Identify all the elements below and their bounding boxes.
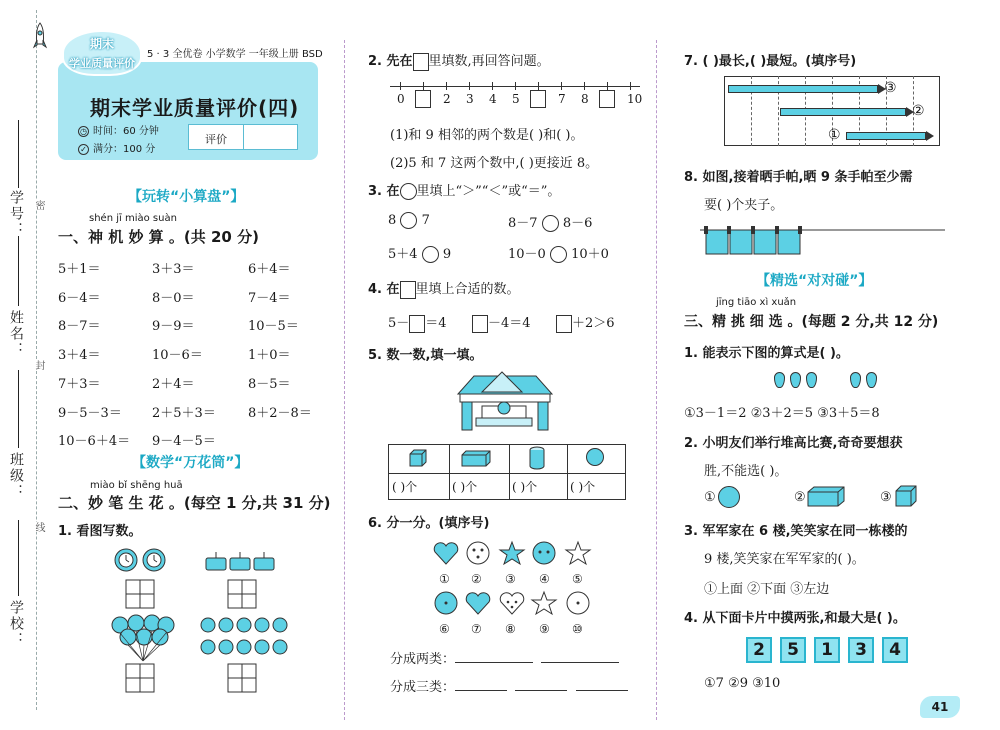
q3-item1 <box>388 212 430 229</box>
clothesline-handkerchiefs <box>700 222 950 262</box>
choice-4 <box>684 607 906 626</box>
number-card[interactable]: 3 <box>848 637 874 663</box>
sort-number-label: ⑧ <box>505 622 516 636</box>
q6-three-blank2[interactable] <box>515 679 567 691</box>
calc-item[interactable]: 10－6＝ <box>152 348 203 364</box>
eval-label: 评价 <box>205 133 227 146</box>
q2-text-a: 2. 先在 <box>368 54 413 69</box>
q4-i1-b: ＝4 <box>425 316 447 331</box>
q4-item1 <box>388 312 447 333</box>
time-info <box>78 122 159 137</box>
question-2 <box>368 50 550 71</box>
q6-three-label: 分成三类： <box>390 680 456 695</box>
sort-number-label: ④ <box>539 572 550 586</box>
sort-number-label: ③ <box>505 572 516 586</box>
q3-i3-right: 9 <box>442 247 452 262</box>
q6-two-label: 分成两类： <box>390 652 456 667</box>
section-heading-1: 【玩转“小算盘”】 <box>128 189 245 205</box>
number-line-label: 5 <box>512 92 520 106</box>
question-4 <box>368 278 520 299</box>
choice-4-text: 4. 从下面卡片中摸两张,和最大是( )。 <box>684 611 906 626</box>
number-line-tick <box>469 82 470 90</box>
choice-2-opt2[interactable]: ② <box>794 490 806 505</box>
pear-icon-3 <box>806 372 817 388</box>
calc-item[interactable]: 9－4－5＝ <box>152 434 216 450</box>
calc-item[interactable]: 3＋4＝ <box>58 348 101 364</box>
calc-item[interactable]: 7＋3＝ <box>58 376 101 392</box>
choice-3-options[interactable]: ①上面 ②下面 ③左边 <box>704 582 830 597</box>
sort-number-label: ⑤ <box>572 572 583 586</box>
q3-i2-left: 8－7 <box>508 216 538 231</box>
school-line[interactable] <box>18 520 19 596</box>
q4-text-a: 4. 在 <box>368 282 400 297</box>
check-icon: ✓ <box>78 144 89 155</box>
number-line-tick <box>515 82 516 90</box>
number-line-tick <box>584 82 585 90</box>
question-8 <box>684 166 912 185</box>
q6-text: 6. 分一分。(填序号) <box>368 516 490 531</box>
pencil-2 <box>780 108 906 116</box>
calc-item[interactable]: 5＋1＝ <box>58 262 101 277</box>
box-icon <box>806 486 846 508</box>
page-number: 41 <box>920 696 960 718</box>
number-line-label: 3 <box>466 92 474 106</box>
number-line-blank[interactable] <box>530 90 546 108</box>
pear-icon-1 <box>774 372 785 388</box>
calc-item[interactable]: 9－5－3＝ <box>58 405 122 421</box>
sort-number-label: ⑨ <box>539 622 550 636</box>
number-line-blank[interactable] <box>415 90 431 108</box>
q3-text-b: 里填上“＞”“＜”或“＝”。 <box>416 184 561 199</box>
name-line[interactable] <box>18 236 19 306</box>
question-5 <box>368 344 482 363</box>
q3-item4 <box>508 243 609 263</box>
q6-two-blank1[interactable] <box>455 651 533 663</box>
pear-icon-5 <box>866 372 877 388</box>
shape-count-blank[interactable]: ( )个 <box>392 480 418 494</box>
sphere-icon <box>586 448 604 466</box>
pencil-3-label: ③ <box>884 80 897 96</box>
exam-badge <box>62 30 142 76</box>
number-line-tick <box>630 82 631 90</box>
pencil-2-label: ② <box>912 103 925 119</box>
apples-icon <box>198 616 292 658</box>
seal-feng: 封 <box>33 360 44 370</box>
choice-1-options[interactable]: ①3－1＝2 ②3＋2＝5 ③3＋5＝8 <box>684 406 880 421</box>
badge-line1: 期末 <box>89 37 114 51</box>
q3-i1-circle[interactable] <box>400 212 417 229</box>
q3-i4-right: 10＋0 <box>571 247 609 262</box>
pear-icon-2 <box>790 372 801 388</box>
name-label: 姓名： <box>8 310 24 358</box>
q3-circle-sample <box>400 183 417 200</box>
q3-i3-circle[interactable] <box>422 246 439 263</box>
column-separator-2 <box>656 40 657 720</box>
q3-i4-left: 10－0 <box>508 247 546 262</box>
q4-i2-text: －4＝4 <box>488 316 531 331</box>
calc-item[interactable]: 6＋4＝ <box>248 262 291 277</box>
q4-i3-box[interactable] <box>556 315 572 333</box>
balloons-icon <box>110 613 176 663</box>
section-heading-2: 【数学“万花筒”】 <box>132 455 249 471</box>
cuboid-icon <box>460 450 492 468</box>
q3-i2-right: 8－6 <box>562 216 593 231</box>
sort-shapes-row2 <box>432 590 592 618</box>
class-line[interactable] <box>18 370 19 448</box>
q3-item3 <box>388 243 451 263</box>
badge-line2: 学业质量评价 <box>69 57 135 70</box>
shape-count-blank[interactable]: ( )个 <box>570 480 596 494</box>
number-line-label: 8 <box>581 92 589 106</box>
class-label: 班级： <box>8 452 24 500</box>
number-line-tick <box>561 82 562 90</box>
part3-pinyin: jīng tiāo xì xuǎn <box>716 297 797 308</box>
q4-box-sample <box>400 281 416 299</box>
q4-i3-text: ＋2＞6 <box>572 316 615 331</box>
answer-boxes-row1[interactable] <box>116 578 288 610</box>
pencil-1-tip <box>926 131 934 141</box>
calc-item[interactable]: 8－7＝ <box>58 319 101 335</box>
choice-2-opt3[interactable]: ③ <box>880 490 892 505</box>
cylinder-icon <box>528 446 546 470</box>
calc-item[interactable]: 10－5＝ <box>248 319 299 335</box>
pencil-1 <box>846 132 926 140</box>
q3-i4-circle[interactable] <box>550 246 567 263</box>
number-line-label: 2 <box>443 92 451 106</box>
number-line-tick <box>538 82 539 90</box>
q3-i1-left: 8 <box>388 213 397 228</box>
part3-title: 三、精 挑 细 选 。(每题 2 分,共 12 分) <box>684 314 939 330</box>
column-separator-1 <box>344 40 345 720</box>
calc-item[interactable]: 7－4＝ <box>248 290 291 306</box>
alarm-clocks-icon <box>112 543 170 575</box>
seal-mi: 密 <box>33 200 44 210</box>
question-3 <box>368 180 560 200</box>
q8-text-a: 8. 如图,接着晒手帕,晒 9 条手帕至少需 <box>684 170 913 185</box>
question-6 <box>368 512 489 531</box>
pear-icon-4 <box>850 372 861 388</box>
q6-two-blank2[interactable] <box>541 651 619 663</box>
q6-three-groups <box>390 676 628 695</box>
number-card[interactable]: 2 <box>746 637 772 663</box>
calc-item[interactable]: 2＋5＋3＝ <box>152 405 216 421</box>
shape-count-blank[interactable]: ( )个 <box>512 480 538 494</box>
sort-number-label: ② <box>471 572 482 586</box>
q3-i1-right: 7 <box>421 213 430 228</box>
q2-sub2: (2)5 和 7 这两个数中,( )更接近 8。 <box>390 156 599 171</box>
evaluation-box[interactable] <box>188 124 298 150</box>
page-title: 期末学业质量评价(四) <box>90 96 300 120</box>
q4-text-b: 里填上合适的数。 <box>415 282 520 297</box>
sort-number-label: ⑩ <box>572 622 583 636</box>
calc-item[interactable]: 1＋0＝ <box>248 348 291 364</box>
q6-three-blank3[interactable] <box>576 679 628 691</box>
number-card[interactable]: 4 <box>882 637 908 663</box>
q3-text-a: 3. 在 <box>368 184 400 199</box>
question-1 <box>58 520 142 539</box>
q4-i1-a: 5－ <box>388 316 410 331</box>
q4-i1-box[interactable] <box>409 315 425 333</box>
part1-pinyin: shén jī miào suàn <box>89 213 177 224</box>
choice-2-opt1[interactable]: ① <box>704 490 716 505</box>
question-1-text: 1. 看图写数。 <box>58 524 142 539</box>
part2-title: 二、妙 笔 生 花 。(每空 1 分,共 31 分) <box>58 494 331 512</box>
time-text: 时间：60 分钟 <box>93 126 159 137</box>
calc-item[interactable]: 8＋2－8＝ <box>248 405 312 421</box>
number-line-label: 7 <box>558 92 566 106</box>
q3-i2-circle[interactable] <box>542 215 559 232</box>
number-card[interactable]: 1 <box>814 637 840 663</box>
section-heading-3: 【精选“对对碰”】 <box>756 273 873 289</box>
q4-item3 <box>556 312 615 333</box>
q3-item2 <box>508 212 592 232</box>
number-line-tick <box>492 82 493 90</box>
choice-2-text-a: 2. 小明友们举行堆高比赛,奇奇要想获 <box>684 436 903 451</box>
calc-item[interactable]: 8－0＝ <box>152 290 195 306</box>
cube-icon <box>408 448 428 468</box>
part2-pinyin: miào bǐ shēng huā <box>90 480 183 491</box>
pencil-3 <box>728 85 878 93</box>
q8-line2: 要( )个夹子。 <box>704 198 784 213</box>
q6-three-blank1[interactable] <box>455 679 507 691</box>
school-label: 学校： <box>8 600 24 648</box>
number-line-tick <box>607 82 608 90</box>
sort-number-label: ① <box>439 572 450 586</box>
number-card[interactable]: 5 <box>780 637 806 663</box>
q5-text: 5. 数一数,填一填。 <box>368 348 483 363</box>
choice-1 <box>684 342 849 361</box>
q3-i3-left: 5＋4 <box>388 247 418 262</box>
choice-3 <box>684 520 908 539</box>
block-building-icon <box>452 370 558 436</box>
q6-two-groups <box>390 648 619 667</box>
calc-item[interactable]: 3＋3＝ <box>152 262 195 277</box>
choice-2 <box>684 432 902 451</box>
choice-4-options[interactable]: ①7 ②9 ③10 <box>704 676 781 691</box>
q2-text-b: 里填数,再回答问题。 <box>428 54 550 69</box>
sort-shapes-row1 <box>432 540 592 568</box>
book-info: 5 · 3 全优卷 小学数学 一年级上册 BSD <box>147 49 323 60</box>
pencil-1-label: ① <box>828 127 841 143</box>
ball-icon <box>718 486 740 508</box>
seal-xian: 线 <box>33 522 44 532</box>
number-line-tick <box>446 82 447 90</box>
rocket-icon <box>32 22 48 52</box>
number-line-label: 4 <box>489 92 497 106</box>
calc-item[interactable]: 2＋4＝ <box>152 376 195 392</box>
q4-i2-box[interactable] <box>472 315 488 333</box>
block-cube-icon <box>894 484 918 508</box>
calc-item[interactable]: 8－5＝ <box>248 376 291 392</box>
number-line-label: 10 <box>627 92 643 106</box>
choice-3-text-a: 3. 军军家在 6 楼,笑笑家在同一栋楼的 <box>684 524 908 539</box>
number-line-tick <box>423 82 424 90</box>
answer-boxes-row2[interactable] <box>116 662 288 694</box>
student-no-label: 学号： <box>8 190 24 238</box>
part1-title: 一、神 机 妙 算 。(共 20 分) <box>58 228 259 246</box>
choice-3-line2: 9 楼,笑笑家在军军家的( )。 <box>704 552 865 567</box>
question-7 <box>684 50 856 69</box>
q4-item2 <box>472 312 531 333</box>
cakes-icon <box>204 548 276 572</box>
shape-count-blank[interactable]: ( )个 <box>452 480 478 494</box>
clock-icon: ◷ <box>78 126 89 137</box>
number-line-label: 0 <box>397 92 405 106</box>
number-line-tick <box>400 82 401 90</box>
score-text: 满分：100 分 <box>93 144 156 155</box>
sort-number-label: ⑥ <box>439 622 450 636</box>
q7-text: 7. ( )最长,( )最短。(填序号) <box>684 54 857 69</box>
calc-item[interactable]: 6－4＝ <box>58 290 101 306</box>
q2-sub1: (1)和 9 相邻的两个数是( )和( )。 <box>390 128 584 143</box>
calc-item[interactable]: 9－9＝ <box>152 319 195 335</box>
number-line-blank[interactable] <box>599 90 615 108</box>
choice-1-text: 1. 能表示下图的算式是( )。 <box>684 346 849 361</box>
score-info <box>78 140 155 155</box>
choice-2-line2: 胜,不能选( )。 <box>704 464 788 479</box>
student-no-line[interactable] <box>18 120 19 188</box>
sort-number-label: ⑦ <box>471 622 482 636</box>
calc-item[interactable]: 10－6＋4＝ <box>58 434 131 450</box>
q2-box-sample <box>413 53 429 71</box>
